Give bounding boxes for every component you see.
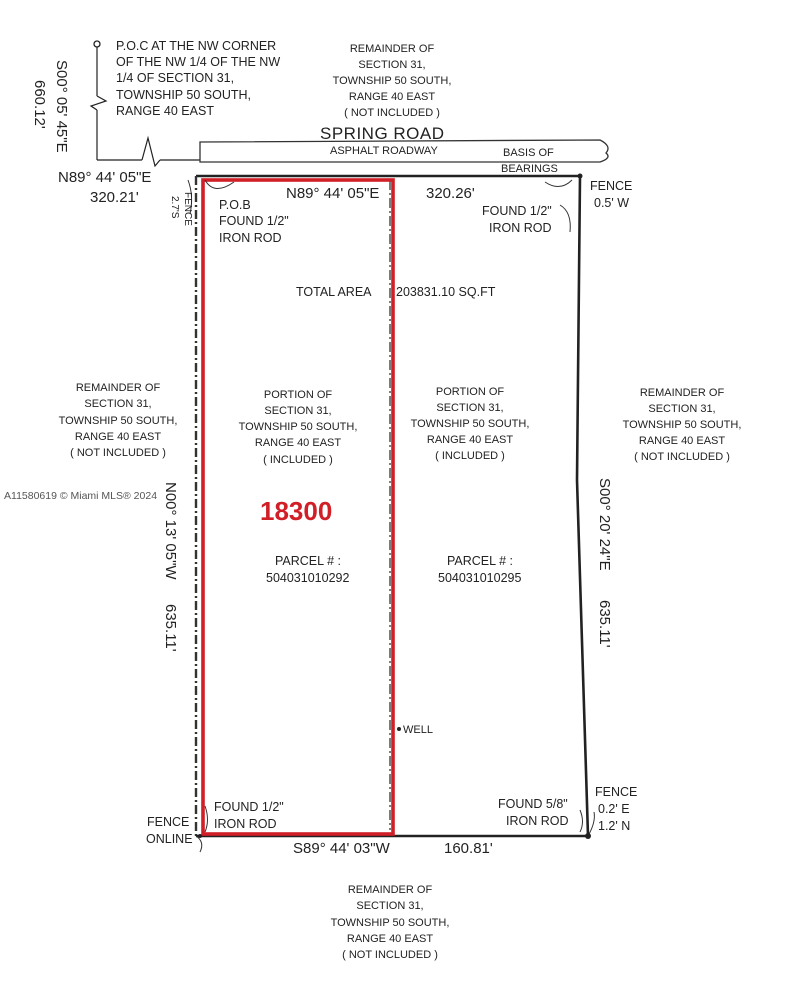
total-area-label: TOTAL AREA	[296, 285, 372, 299]
remainder-east-line: TOWNSHIP 50 SOUTH,	[622, 419, 742, 431]
poc-line-2: 1/4 OF SECTION 31,	[116, 71, 235, 85]
fence-ne-line-0: FENCE	[590, 179, 633, 193]
fence-se-line-1: 0.2' E	[598, 802, 630, 816]
portion-right-line: PORTION OF	[435, 386, 505, 398]
west-distance: 635.11'	[162, 604, 179, 652]
fence-se-line-2: 1.2' N	[598, 819, 631, 833]
remainder-bottom	[331, 884, 450, 961]
east-distance: 635.11'	[596, 600, 613, 648]
found-se-line-0: FOUND 5/8"	[498, 797, 568, 811]
pob-line-0: P.O.B	[219, 198, 251, 212]
remainder-east-line: REMAINDER OF	[639, 387, 725, 399]
pob-line-1: FOUND 1/2"	[219, 214, 289, 228]
remainder-east	[623, 387, 742, 463]
remainder-east-line: SECTION 31,	[648, 403, 716, 415]
remainder-bottom-line: RANGE 40 EAST	[346, 933, 434, 945]
remainder-west-line: SECTION 31,	[84, 398, 152, 410]
fence-nw-line-0: FENCE	[182, 192, 193, 226]
remainder-bottom-line: SECTION 31,	[356, 900, 424, 912]
road-name: SPRING ROAD	[320, 124, 445, 143]
portion-left-line: SECTION 31,	[264, 405, 332, 417]
corner-ne-icon	[578, 174, 583, 179]
remainder-top-line: REMAINDER OF	[349, 43, 435, 55]
corner-sw-icon	[198, 834, 202, 838]
remainder-east-line: RANGE 40 EAST	[638, 435, 726, 447]
road-surface: ASPHALT ROADWAY	[330, 145, 438, 157]
poc-line-4: RANGE 40 EAST	[116, 104, 214, 118]
remainder-west	[59, 382, 178, 459]
parcel-left-number: 504031010292	[266, 571, 350, 585]
parcel-right-label: PARCEL # :	[447, 554, 513, 568]
remainder-top-line: RANGE 40 EAST	[348, 91, 436, 103]
remainder-bottom-line: ( NOT INCLUDED )	[342, 949, 438, 961]
poc-bearing-vert: S00° 05' 45"E	[53, 60, 70, 153]
total-area-value: 203831.10 SQ.FT	[396, 285, 496, 299]
north-bearing: N89° 44' 05"E	[286, 185, 380, 202]
well-label: WELL	[403, 724, 433, 736]
poc-point-icon	[94, 41, 100, 47]
remainder-bottom-line: TOWNSHIP 50 SOUTH,	[330, 917, 450, 929]
corner-se-icon	[585, 833, 591, 839]
fence-se-line-0: FENCE	[595, 785, 638, 799]
parcel-left-label: PARCEL # :	[275, 554, 341, 568]
portion-right-line: SECTION 31,	[436, 402, 504, 414]
remainder-west-line: TOWNSHIP 50 SOUTH,	[58, 415, 178, 427]
remainder-top-line: TOWNSHIP 50 SOUTH,	[332, 75, 452, 87]
poc-bearing-horiz: N89° 44' 05"E	[58, 169, 152, 186]
basis-of-bearings-line-0: BASIS OF	[503, 147, 554, 159]
north-distance: 320.26'	[426, 185, 475, 202]
fence-nw-line-1: 2.7'S	[169, 196, 180, 219]
portion-left-line: ( INCLUDED )	[263, 454, 333, 466]
found-se-line-1: IRON ROD	[506, 814, 569, 828]
lot-number: 18300	[260, 496, 333, 526]
portion-right	[411, 386, 530, 462]
mls-watermark: A11580619 © Miami MLS® 2024	[4, 490, 158, 502]
portion-left	[239, 389, 358, 466]
remainder-bottom-line: REMAINDER OF	[347, 884, 433, 896]
fence-sw-line-1: ONLINE	[146, 832, 193, 846]
poc-distance-vert: 660.12'	[31, 80, 48, 129]
portion-left-line: PORTION OF	[263, 389, 333, 401]
basis-of-bearings-line-1: BEARINGS	[501, 163, 558, 175]
remainder-top	[333, 43, 452, 119]
south-distance: 160.81'	[444, 840, 493, 857]
remainder-east-line: ( NOT INCLUDED )	[634, 451, 730, 463]
found-ne-line-0: FOUND 1/2"	[482, 204, 552, 218]
portion-right-line: RANGE 40 EAST	[426, 434, 514, 446]
remainder-west-line: ( NOT INCLUDED )	[70, 447, 166, 459]
fence-sw-line-0: FENCE	[147, 815, 190, 829]
found-sw-line-1: IRON ROD	[214, 817, 277, 831]
portion-left-line: RANGE 40 EAST	[254, 437, 342, 449]
remainder-top-line: ( NOT INCLUDED )	[344, 107, 440, 119]
portion-left-line: TOWNSHIP 50 SOUTH,	[238, 421, 358, 433]
south-bearing: S89° 44' 03"W	[293, 840, 390, 857]
remainder-top-line: SECTION 31,	[358, 59, 426, 71]
poc-line-1: OF THE NW 1/4 OF THE NW	[116, 55, 281, 69]
portion-right-line: TOWNSHIP 50 SOUTH,	[410, 418, 530, 430]
fence-ne-line-1: 0.5' W	[594, 196, 630, 210]
well-dot-icon	[397, 727, 401, 731]
remainder-west-line: REMAINDER OF	[75, 382, 161, 394]
poc-distance-horiz: 320.21'	[90, 189, 139, 206]
poc-line-0: P.O.C AT THE NW CORNER	[116, 39, 277, 53]
west-bearing: N00° 13' 05"W	[162, 482, 179, 580]
east-bearing: S00° 20' 24"E	[596, 478, 613, 571]
remainder-west-line: RANGE 40 EAST	[74, 431, 162, 443]
parcel-right-number: 504031010295	[438, 571, 522, 585]
found-sw-line-0: FOUND 1/2"	[214, 800, 284, 814]
portion-right-line: ( INCLUDED )	[435, 450, 505, 462]
pob-line-2: IRON ROD	[219, 231, 282, 245]
found-ne-line-1: IRON ROD	[489, 221, 552, 235]
poc-line-3: TOWNSHIP 50 SOUTH,	[116, 88, 251, 102]
